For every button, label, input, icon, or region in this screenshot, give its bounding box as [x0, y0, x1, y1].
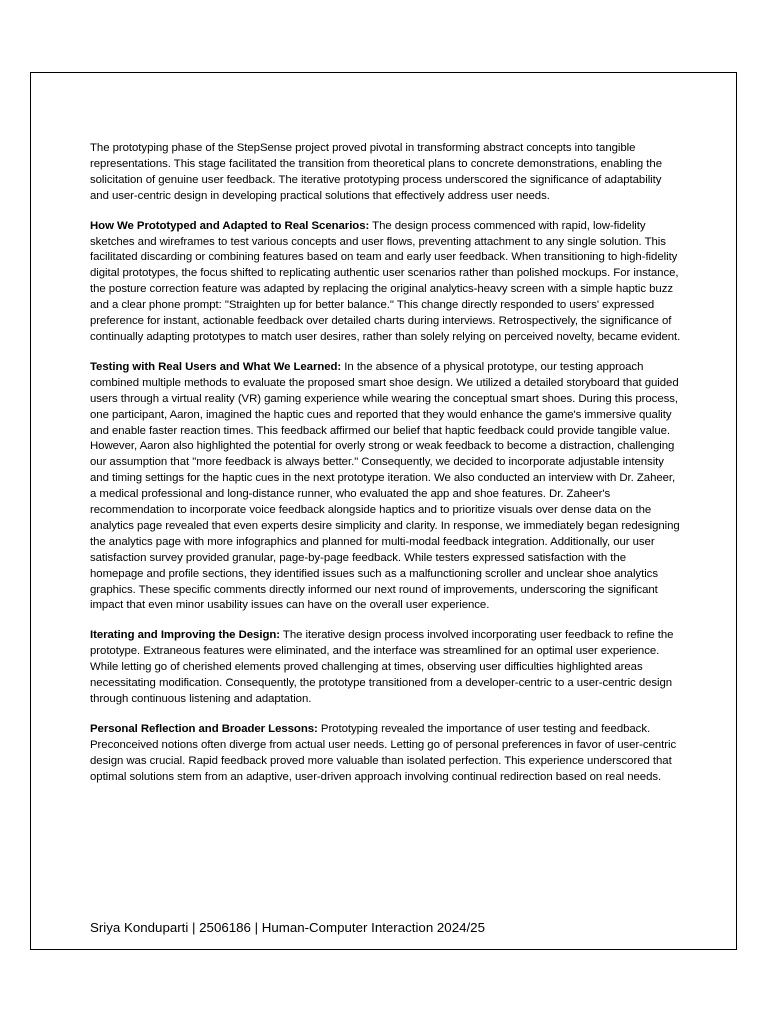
section-reflection — [90, 722, 682, 786]
document-body — [90, 141, 682, 800]
section-heading: Testing with Real Users and What We Learned: — [90, 360, 342, 373]
section-body: Prototyping revealed the importance of user testing and feedback. Preconceived notions often diverge from actual user needs. Letting go of personal preferences in favor of user-centric design was crucial. Rapid feedback proved more valuable than isolated perfection. This experience underscored that optimal solutions stem from an adaptive, user-driven approach involving continual redirection based on real needs. — [90, 722, 677, 783]
section-body: The iterative design process involved incorporating user feedback to refine the prototype. Extraneous features were eliminated, and the interface was streamlined for an optimal user experience. While letting go of cherished elements proved challenging at times, observing user difficulties highlighted areas necessitating modification. Consequently, the prototype transitioned from a developer-centric to a user-centric design through continuous listening and adaptation. — [90, 629, 674, 705]
section-body: In the absence of a physical prototype, our testing approach combined multiple methods to evaluate the proposed smart shoe design. We utilized a detailed storyboard that guided users through a virtual reality (VR) gaming experience while wearing the conceptual smart shoes. During this process, one participant, Aaron, imagined the haptic cues and reported that they would enhance the game's immersive quality and enable faster reaction times. This feedback affirmed our belief that haptic feedback could provide tangible value. However, Aaron also highlighted the potential for overly strong or weak feedback to become a distraction, challenging our assumption that "more feedback is always better." Consequently, we decided to incorporate adjustable intensity and timing settings for the haptic cues in the next prototype iteration. We also conducted an interview with Dr. Zaheer, a medical professional and long-distance runner, who evaluated the app and shoe features. Dr. Zaheer's recommendation to incorporate voice feedback alongside haptics and to prioritize visuals over dense data on the analytics page revealed that even experts desire simplicity and clarity. In response, we immediately began redesigning the analytics page with more infographics and planned for multi-modal feedback integration. Additionally, our user satisfaction survey provided granular, page-by-page feedback. While testers expressed satisfaction with the homepage and profile sections, they identified issues such as a malfunctioning scroller and unclear shoe analytics graphics. These specific comments directly informed our next round of improvements, underscoring the significant impact that even minor usability issues can have on the overall user experience. — [90, 360, 680, 612]
section-prototyping — [90, 219, 682, 346]
section-iterating — [90, 628, 682, 708]
section-heading: Iterating and Improving the Design: — [90, 629, 281, 642]
section-body: The design process commenced with rapid, low-fidelity sketches and wireframes to test various concepts and user flows, preventing attachment to any single solution. This facilitated discarding or combining features based on team and early user feedback. When transitioning to high-fidelity digital prototypes, the focus shifted to replicating authentic user scenarios rather than polished mockups. For instance, the posture correction feature was adapted by replacing the original analytics-heavy screen with a simple haptic buzz and a clear phone prompt: "Straighten up for better balance." This change directly responded to users' expressed preference for instant, actionable feedback over detailed charts during interviews. Retrospectively, the significance of continually adapting prototypes to match user desires, rather than solely relying on perceived novelty, became evident. — [90, 219, 681, 343]
page-footer: Sriya Konduparti | 2506186 | Human-Computer Interaction 2024/25 — [90, 920, 485, 935]
section-heading: How We Prototyped and Adapted to Real Scenarios: — [90, 219, 370, 232]
section-testing — [90, 360, 682, 615]
intro-paragraph: The prototyping phase of the StepSense project proved pivotal in transforming abstract concepts into tangible representations. This stage facilitated the transition from theoretical plans to concrete demonstrations, enabling the solicitation of genuine user feedback. The iterative prototyping process underscored the significance of adaptability and user-centric design in developing practical solutions that effectively address user needs. — [90, 142, 662, 202]
section-heading: Personal Reflection and Broader Lessons: — [90, 722, 318, 735]
